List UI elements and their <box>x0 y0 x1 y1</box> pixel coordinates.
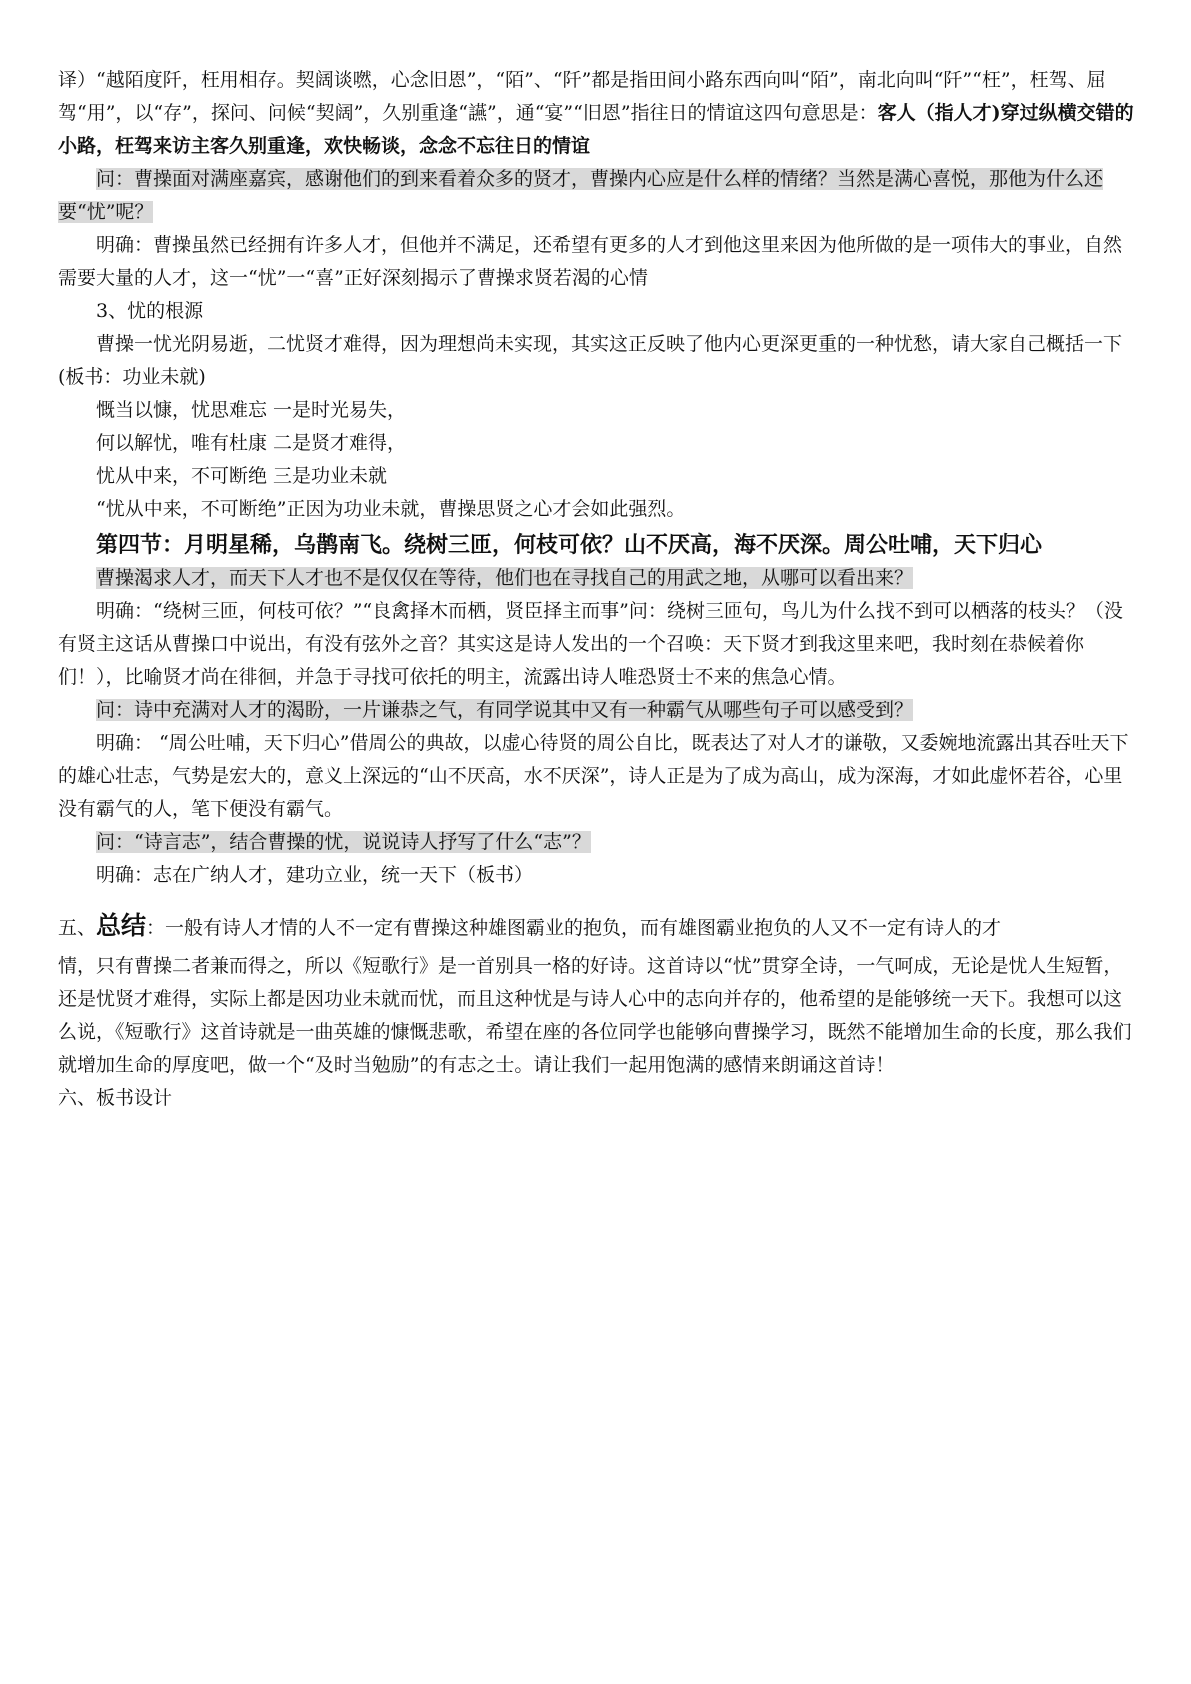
question-2 <box>58 562 1137 595</box>
translation-paragraph <box>58 64 1137 163</box>
summary-text-first-line: 一般有诗人才情的人不一定有曹操这种雄图霸业的抱负，而有雄图霸业抱负的人又不一定有诗人的才 <box>165 917 1002 939</box>
summary-text: 情，只有曹操二者兼而得之，所以《短歌行》是一首别具一格的好诗。这首诗以“忧”贯穿全诗，一气呵成，无论是忧人生短暂，还是忧贤才难得，实际上都是因功业未就而忧，而且这种忧是与诗人心中的志向并存的，他希望的是能够统一天下。我想可以这么说，《短歌行》这首诗就是一曲英雄的慷慨悲歌，希望在座的各位同学也能够向曹操学习，既然不能增加生命的长度，那么我们就增加生命的厚度吧，做一个“及时当勉励”的有志之士。请让我们一起用饱满的感情来朗诵这首诗！ <box>58 955 1132 1076</box>
answer-4: 明确：志在广纳人才，建功立业，统一天下（板书） <box>96 864 534 886</box>
question-2-text: 曹操渴求人才，而天下人才也不是仅仅在等待，他们也在寻找自己的用武之地，从哪可以看出来？ <box>96 567 914 589</box>
summary-heading <box>58 904 1137 950</box>
question-1-text: 问：曹操面对满座嘉宾，感谢他们的到来看着众多的贤才，曹操内心应是什么样的情绪？当然是满心喜悦，那他为什么还要“忧”呢？ <box>58 168 1104 223</box>
question-4 <box>58 826 1137 859</box>
poem-line-1: 慨当以慷，忧思难忘 一是时光易失， <box>96 399 407 421</box>
summary-title: 总结 <box>96 911 147 940</box>
summary-prefix: 五、 <box>58 917 97 939</box>
question-1 <box>58 163 1137 229</box>
section-4-title: 第四节：月明星稀，乌鹊南飞。绕树三匝，何枝可依？山不厌高，海不厌深。周公吐哺，天下归心 <box>96 532 1043 558</box>
heading-root-of-worry: 3、忧的根源 <box>96 300 204 322</box>
summary-colon: ： <box>146 917 166 939</box>
translation-text: 译）“越陌度阡，枉用相存。契阔谈嘫，心念旧恩”，“陌”、“阡”都是指田间小路东西向叫“陌”，南北向叫“阡”“枉”，枉驾、屈驾“用”，以“存”，探问、问候“契阔”，久别重逢“讌”，通“宴”“旧恩”指往日的情谊这四句意思是： <box>58 69 1106 124</box>
poem-line-4: “忧从中来，不可断绝”正因为功业未就，曹操思贤之心才会如此强烈。 <box>96 498 686 520</box>
answer-1: 明确：曹操虽然已经拥有许多人才，但他并不满足，还希望有更多的人才到他这里来因为他所做的是一项伟大的事业，自然需要大量的人才，这一“忧”一“喜”正好深刻揭示了曹操求贤若渴的心情 <box>58 234 1123 289</box>
translation-meaning-bold: 客人（指人才)穿过纵横交错的小路，枉驾来访主客久别重逢，欢快畅谈，念念不忘往日的情谊 <box>58 102 1134 157</box>
question-3 <box>58 694 1137 727</box>
question-4-text: 问：“诗言志”，结合曹操的忧，说说诗人抒写了什么“志”？ <box>96 831 591 853</box>
poem-line-2: 何以解忧，唯有杜康 二是贤才难得， <box>96 432 407 454</box>
poem-line-3: 忧从中来，不可断绝 三是功业未就 <box>96 465 388 487</box>
question-3-text: 问：诗中充满对人才的渴盼，一片谦恭之气，有同学说其中又有一种霸气从哪些句子可以感受到？ <box>96 699 914 721</box>
section-6-title: 六、板书设计 <box>58 1087 173 1109</box>
root-paragraph: 曹操一忧光阴易逝，二忧贤才难得，因为理想尚未实现，其实这正反映了他内心更深更重的一种忧愁，请大家自己概括一下(板书：功业未就) <box>58 333 1123 388</box>
answer-2: 明确：“绕树三匝，何枝可依？”“良禽择木而栖，贤臣择主而事”问：绕树三匝句，鸟儿为什么找不到可以栖落的枝头？（没有贤主这话从曹操口中说出，有没有弦外之音？其实这是诗人发出的一个召唤：天下贤才到我这里来吧，我时刻在恭候着你们！），比喻贤才尚在徘徊，并急于寻找可依托的明主，流露出诗人唯恐贤士不来的焦急心情。 <box>58 600 1123 688</box>
answer-3: 明确： “周公吐哺，天下归心”借周公的典故，以虚心待贤的周公自比，既表达了对人才的谦敬，又委婉地流露出其吞吐天下的雄心壮志，气势是宏大的，意义上深远的“山不厌高，水不厌深”，诗人正是为了成为高山，成为深海，才如此虚怀若谷，心里没有霸气的人，笔下便没有霸气。 <box>58 732 1129 820</box>
